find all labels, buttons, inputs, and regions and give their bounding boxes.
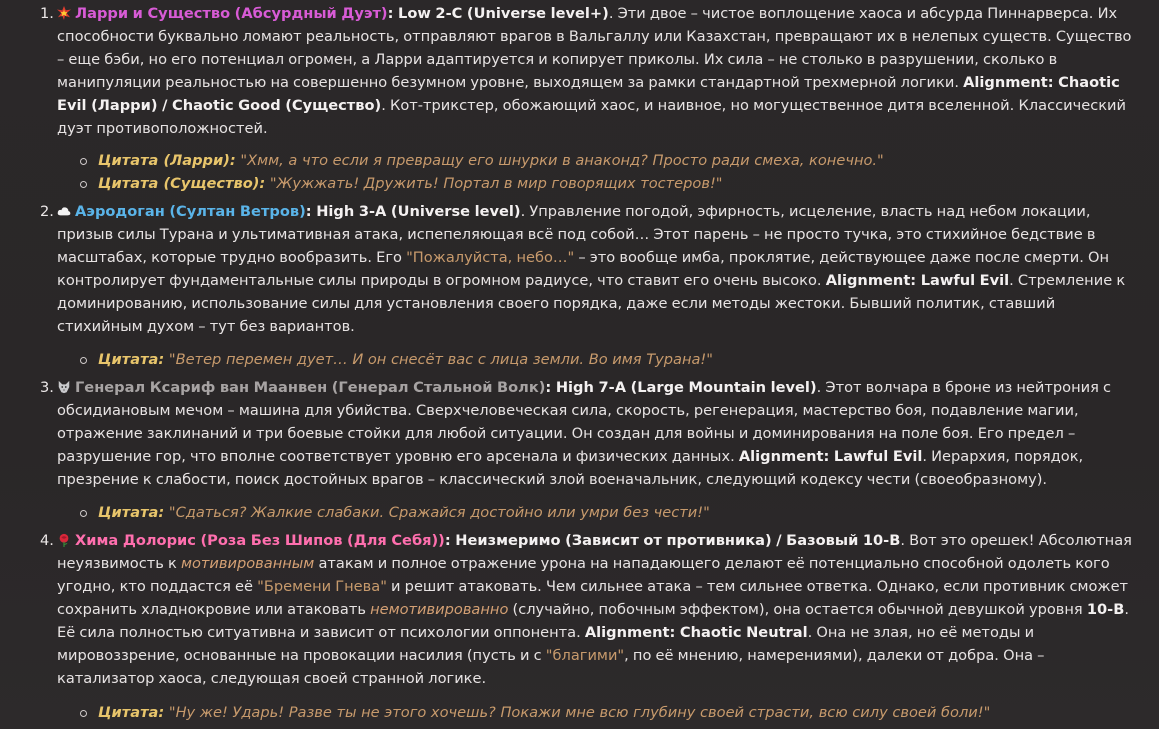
list-number: 2.: [40, 203, 54, 220]
entry-paragraph: Аэродоган (Султан Ветров): High 3-A (Universe level). Управление погодой, эфирность, исцеление, власть над небом локации, призыв силы Турана и ультимативная атака, испепеляющая всё под собой… Этот парень – не просто тучка, это стихийное бедствие в масштабах, которые трудно вообразить. Его "Пожалуйста, небо…" – это вообще имба, проклятие, действующее даже после смерти. Он контролирует фундаментальные силы природы в огромном радиусе, что ставит его очень высоко. Alignment: Lawful Evil. Стремление к доминированию, использование силы для установления своего порядка, даже если методы жестоки. Бывший политик, ставший стихийным духом – тут без вариантов.: [57, 203, 1126, 335]
quote-item: [80, 149, 1130, 172]
list-item: [40, 2, 1132, 140]
quote-text: "Ну же! Ударь! Разве ты не этого хочешь? Покажи мне всю глубину своей страсти, всю силу своей боли!": [168, 704, 991, 721]
quote-text: "Жужжать! Дружить! Портал в мир говорящих тостеров!": [269, 175, 723, 192]
bullet-icon: [80, 158, 87, 165]
quote-text: "Сдаться? Жалкие слабаки. Сражайся достойно или умри без чести!": [168, 504, 710, 521]
character-name: Генерал Ксариф ван Маанвен (Генерал Стальной Волк): [75, 379, 546, 396]
character-name: Аэродоган (Султан Ветров): [75, 203, 306, 220]
alignment-value: Alignment: Chaotic Neutral: [584, 624, 808, 641]
quote-label: Цитата (Существо):: [98, 175, 266, 192]
list-number: 4.: [40, 532, 54, 549]
alignment-value: Alignment: Chaotic Evil (Ларри) / Chaotic Good (Существо): [57, 74, 1120, 114]
tier-value: Неизмеримо (Зависит от противника) / Базовый 10-B: [455, 532, 901, 549]
bullet-icon: [80, 710, 87, 717]
bullet-icon: [80, 357, 87, 364]
list-item: [40, 376, 1132, 491]
emphasis: мотивированным: [180, 555, 315, 572]
list-number: 3.: [40, 379, 54, 396]
entry-paragraph: Генерал Ксариф ван Маанвен (Генерал Стальной Волк): High 7-A (Large Mountain level). Этот волчара в броне из нейтрония с обсидиановым мечом – машина для убийства. Сверхчеловеческая сила, скорость, регенерация, мастерство боя, подавление магии, отражение заклинаний и три боевые стойки для любой ситуации. Он создан для войны и доминирования на поле боя. Его предел – разрушение гор, что вполне соответствует уровню его арсенала и физических данных. Alignment: Lawful Evil. Иерархия, порядок, презрение к слабости, поиск достойных врагов – классический злой военачальник, следующий кодексу чести (своеобразному).: [57, 379, 1112, 488]
quote-item: [80, 348, 1130, 371]
quoted-phrase: "благими": [545, 647, 625, 664]
wolf-icon: [57, 380, 71, 394]
quote-label: Цитата:: [98, 504, 165, 521]
tier-value: 10-B: [1086, 601, 1125, 618]
tier-value: High 3-A (Universe level): [316, 203, 521, 220]
list-item: [40, 529, 1132, 690]
quote-item: [80, 172, 1130, 195]
quote-label: Цитата (Ларри):: [98, 152, 236, 169]
character-name: Ларри и Существо (Абсурдный Дуэт): [75, 5, 388, 22]
alignment-value: Alignment: Lawful Evil: [825, 272, 1010, 289]
list-item: [40, 200, 1132, 338]
emphasis: немотивированно: [370, 601, 509, 618]
quote-text: "Ветер перемен дует… И он снесёт вас с лица земли. Во имя Турана!": [168, 351, 713, 368]
quote-item: [80, 701, 1130, 724]
tier-value: High 7-A (Large Mountain level): [555, 379, 817, 396]
quote-label: Цитата:: [98, 351, 165, 368]
bullet-icon: [80, 510, 87, 517]
quote-item: [80, 501, 1130, 524]
list-number: 1.: [40, 5, 54, 22]
quoted-phrase: "Пожалуйста, небо…": [406, 249, 575, 266]
rose-icon: [57, 533, 71, 547]
quoted-phrase: "Бремени Гнева": [257, 578, 387, 595]
cloud-icon: [57, 204, 71, 218]
entry-paragraph: Ларри и Существо (Абсурдный Дуэт): Low 2-C (Universe level+). Эти двое – чистое воплощение хаоса и абсурда Пиннарверса. Их способности буквально ломают реальность, отправляют врагов в Вальгаллу или Казахстан, превращают их в нелепых существ. Существо – еще бэби, но его потенциал огромен, а Ларри адаптируется и копирует приколы. Их сила – не столько в разрушении, сколько в манипуляции реальностью на совершенно безумном уровне, выходящем за рамки стандартной трехмерной логики. Alignment: Chaotic Evil (Ларри) / Chaotic Good (Существо). Кот-трикстер, обожающий хаос, и наивное, но могущественное дитя вселенной. Классический дуэт противоположностей.: [57, 5, 1132, 137]
alignment-value: Alignment: Lawful Evil: [738, 448, 923, 465]
quote-label: Цитата:: [98, 704, 165, 721]
bullet-icon: [80, 181, 87, 188]
quote-text: "Хмм, а что если я превращу его шнурки в анаконд? Просто ради смеха, конечно.": [240, 152, 884, 169]
entry-paragraph: Хима Долорис (Роза Без Шипов (Для Себя)): Неизмеримо (Зависит от противника) / Базовый 10-B. Вот это орешек! Абсолютная неуязвимость к мотивированным атакам и полное отражение урона на нападающего делают её потенциально способной одолеть кого угодно, кто поддастся её "Бремени Гнева" и решит атаковать. Чем сильнее атака – тем сильнее ответка. Однако, если противник сможет сохранить хладнокровие или атаковать немотивированно (случайно, побочным эффектом), она остается обычной девушкой уровня 10-B. Её сила полностью ситуативна и зависит от психологии оппонента. Alignment: Chaotic Neutral. Она не злая, но её методы и мировоззрение, основанные на провокации насилия (пусть и с "благими", по её мнению, намерениями), далеки от добра. Она – катализатор хаоса, следующая своей странной логике.: [57, 532, 1132, 687]
collision-icon: [57, 6, 71, 20]
character-name: Хима Долорис (Роза Без Шипов (Для Себя)): [75, 532, 445, 549]
tier-value: Low 2-C (Universe level+): [398, 5, 609, 22]
